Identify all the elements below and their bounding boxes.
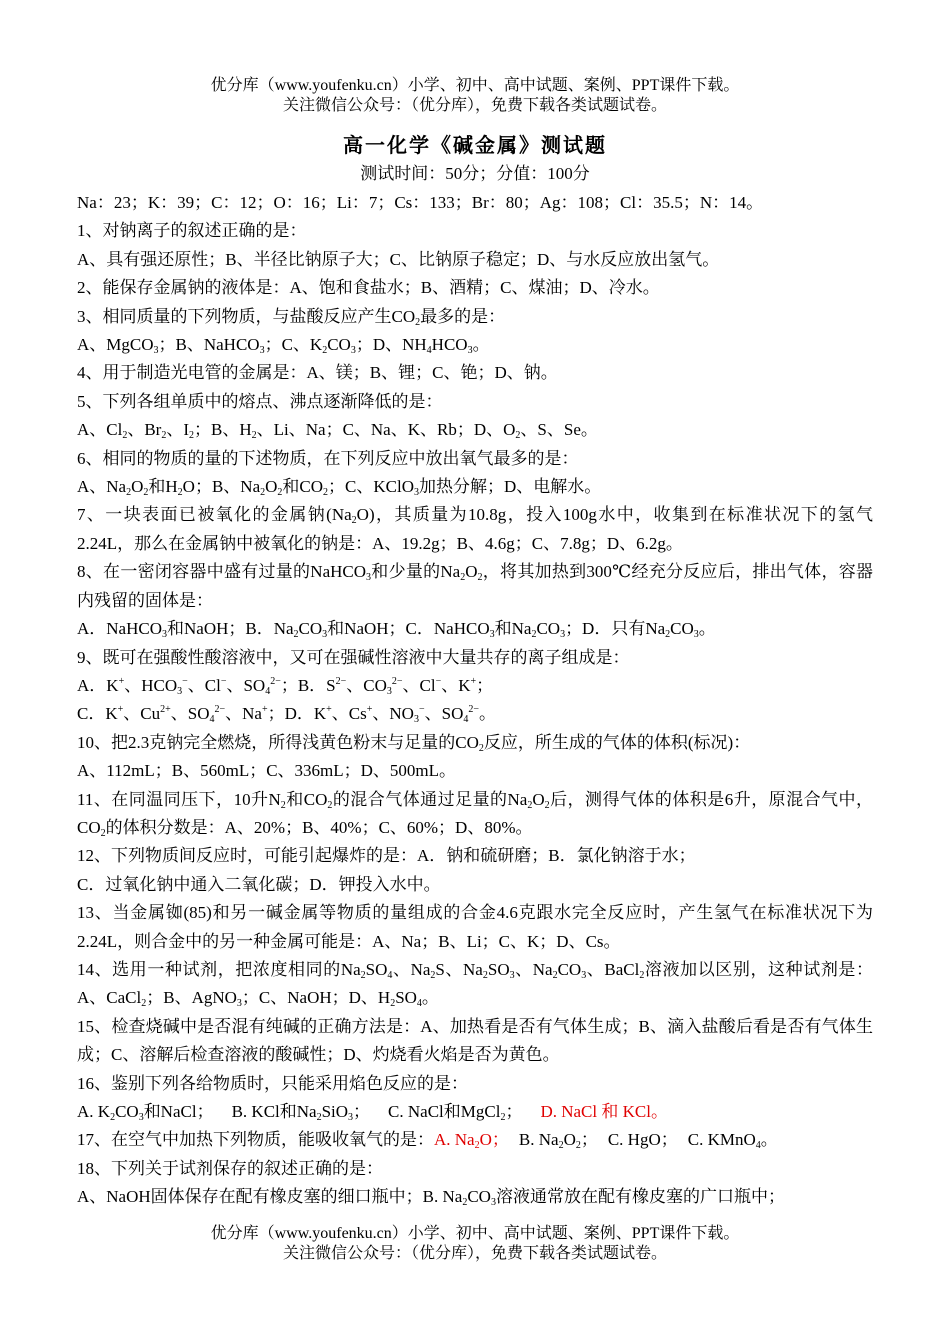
question-6-options: A、$Na_2O_2$和$H_2O$；B、$Na_2O_2$和$CO_2$；C、KClO$_3$加热分解；D、电解水。 <box>77 477 602 499</box>
question-12-line-1: 12、下列物质间反应时，可能引起爆炸的是：A．钠和硫研磨；B．氯化钠溶于水； <box>77 846 696 866</box>
footer-line-1: 优分库（www.youfenku.cn）小学、初中、高中试题、案例、PPT课件下载。 <box>210 1225 740 1242</box>
question-1-options: A、具有强还原性；B、半径比钠原子大；C、比钠原子稳定；D、与水反应放出氢气。 <box>77 249 720 269</box>
question-1-stem: 1、对钠离子的叙述正确的是： <box>77 221 307 241</box>
question-9-options-ab: A．K+、$HCO_3^-$、Cl−、$SO_4^{2-}$；B．$S^{2-}$、$CO_3^{2-}$、Cl−、K+； <box>77 675 494 697</box>
question-3-options: A、MgCO$_3$；B、NaHCO$_3$；C、$K_2CO_3$；D、$NH_4HCO_3$。 <box>77 335 490 357</box>
question-15: 15、检查烧碱中是否混有纯碱的正确方法是：A、加热看是否有气体生成；B、滴入盐酸后看是否有气体生成；C、溶解后检查溶液的酸碱性；D、灼烧看火焰是否为黄色。 <box>77 1016 873 1065</box>
page-header <box>0 76 950 116</box>
question-12-line-2: C．过氧化钠中通入二氧化碳；D．钾投入水中。 <box>77 874 441 894</box>
question-17-answer: A. $Na_2O$； <box>434 1130 509 1152</box>
question-14: 14、选用一种试剂，把浓度相同的$Na_2SO_4$、$Na_2S$、$Na_2SO_3$、$Na_2CO_3$、BaCl$_2$溶液加以区别，这种试剂是：A、CaCl$_2$；B、AgNO$_3$；C、NaOH；D、$H_2SO_4$。 <box>77 959 873 1010</box>
header-line-2: 关注微信公众号：（优分库），免费下载各类试题试卷。 <box>282 97 667 114</box>
question-list <box>77 189 873 1212</box>
question-9-options-cd: C．K+、$Cu^{2+}$、$SO_4^{2-}$、Na+；D．K+、Cs+、$NO_3^-$、$SO_4^{2-}$。 <box>77 704 496 726</box>
question-16-answer: D. NaCl 和 KCl。 <box>540 1102 668 1121</box>
page-footer <box>0 1224 950 1264</box>
question-6-stem: 6、相同的物质的量的下述物质，在下列反应中放出氧气最多的是： <box>77 448 579 468</box>
question-4: 4、用于制造光电管的金属是：A、镁；B、锂；C、铯；D、钠。 <box>77 363 558 383</box>
question-13: 13、当金属铷(85)和另一碱金属等物质的量组成的合金4.6克跟水完全反应时，产生氢气在标准状况下为2.24L，则合金中的另一种金属可能是：A、Na；B、Li；C、K；D、Cs。 <box>77 903 873 951</box>
question-10-options: A、112mL；B、560mL；C、336mL；D、500mL。 <box>77 761 457 781</box>
footer-line-2: 关注微信公众号：（优分库），免费下载各类试题试卷。 <box>282 1245 667 1262</box>
question-8-options: A．NaHCO$_3$和NaOH；B．$Na_2CO_3$和NaOH；C．NaHCO$_3$和$Na_2CO_3$；D．只有$Na_2CO_3$。 <box>77 619 716 641</box>
question-2: 2、能保存金属钠的液体是：A、饱和食盐水；B、酒精；C、煤油；D、冷水。 <box>77 278 660 298</box>
question-17: 17、在空气中加热下列物质，能吸收氧气的是：A. $Na_2O$； B. $Na_2O_2$； C. HgO； C. KMnO$_4$。 <box>77 1130 778 1152</box>
question-5-options: A、$Cl_2$、$Br_2$、$I_2$；B、$H_2$、Li、Na；C、Na、K、Rb；D、$O_2$、S、Se。 <box>77 420 598 442</box>
question-18-stem: 18、下列关于试剂保存的叙述正确的是： <box>77 1158 383 1178</box>
test-info: 测试时间：50分；分值：100分 <box>360 164 590 183</box>
question-5-stem: 5、下列各组单质中的熔点、沸点逐渐降低的是： <box>77 391 443 411</box>
question-3-stem: 3、相同质量的下列物质，与盐酸反应产生$CO_2$最多的是： <box>77 306 506 328</box>
page-title: 高一化学《碱金属》测试题 <box>343 135 607 157</box>
atomic-masses: Na：23；K：39；C：12；O：16；Li：7；Cs：133；Br：80；Ag：108；Cl：35.5；N：14。 <box>77 193 764 212</box>
question-7: 7、一块表面已被氧化的金属钠$(Na_2O)$，其质量为10.8g，投入100g水中，收集到在标准状况下的氢气2.24L，那么在金属钠中被氧化的钠是：A、19.2g；B、4.6g；C、7.8g；D、6.2g。 <box>77 505 874 553</box>
question-11: 11、在同温同压下，10升$N_2$和$CO_2$的混合气体通过足量的$Na_2O_2$后，测得气体的体积是6升，原混合气中，$CO_2$的体积分数是：A、20%；B、40%；C、60%；D、80%。 <box>77 789 873 839</box>
question-18-options: A、NaOH固体保存在配有橡皮塞的细口瓶中；B. $Na_2CO_3$溶液通常放在配有橡皮塞的广口瓶中； <box>77 1187 785 1209</box>
question-9-stem: 9、既可在强酸性酸溶液中，又可在强碱性溶液中大量共存的离子组成是： <box>77 647 630 667</box>
question-16-options: A. $K_2CO_3$和NaCl； B. KCl和$Na_2SiO_3$； C. NaCl和MgCl$_2$； D. NaCl 和 KCl。 <box>77 1102 668 1123</box>
question-16-stem: 16、鉴别下列各给物质时，只能采用焰色反应的是： <box>77 1073 468 1093</box>
question-8-stem: 8、在一密闭容器中盛有过量的NaHCO$_3$和少量的$Na_2O_2$，将其加热到300℃经充分反应后，排出气体，容器内残留的固体是： <box>77 562 873 610</box>
question-10-stem: 10、把2.3克钠完全燃烧，所得浅黄色粉末与足量的$CO_2$反应，所生成的气体的体积(标况)： <box>77 732 751 754</box>
header-line-1: 优分库（www.youfenku.cn）小学、初中、高中试题、案例、PPT课件下载。 <box>210 77 740 94</box>
